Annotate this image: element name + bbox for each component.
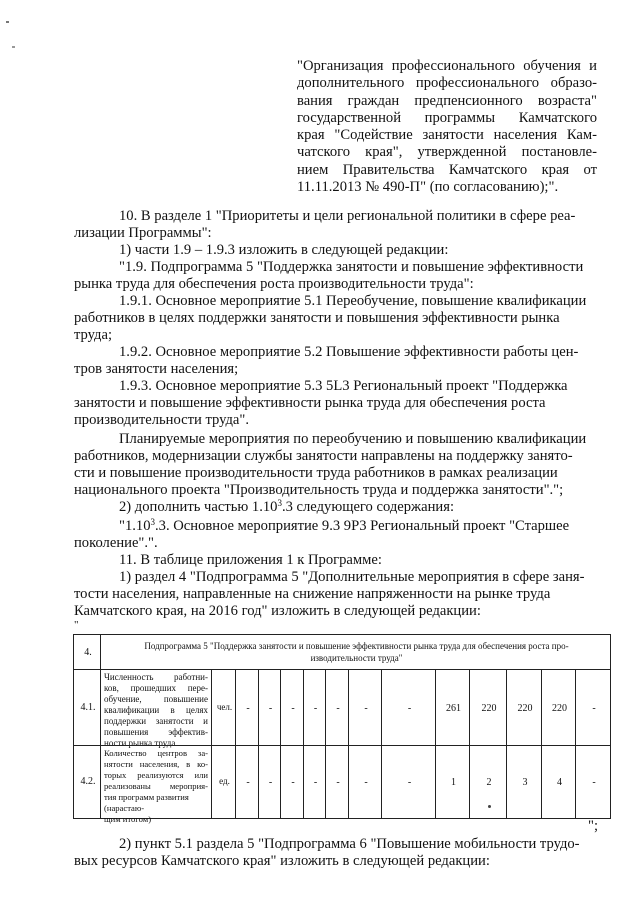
- row-name-line: ков, прошедших пере-: [104, 683, 208, 693]
- table-header-title: Подпрограмма 5 "Поддержка занятости и повышение эффективности рынка труда для обеспечения роста про-: [144, 641, 569, 651]
- table-value: -: [364, 777, 368, 788]
- table-value-cell: [506, 669, 542, 746]
- row-name-line: ности рынка труда: [104, 738, 176, 748]
- clause-1-9-2-line: тров занятости населения;: [74, 361, 239, 377]
- clause-1-9-3-line: производительности труда".: [74, 412, 250, 428]
- table-value-cell: [303, 745, 326, 819]
- table-value: 220: [552, 702, 567, 714]
- scan-mark: [6, 21, 9, 23]
- indicators-table: [73, 634, 611, 824]
- planned-measures-line: работников, модернизации службы занятости направлены на поддержку занято-: [74, 448, 573, 464]
- approval-note: [297, 58, 597, 196]
- row-name-line: Количество центров за-: [104, 748, 208, 758]
- approval-note-line: края "Содействие занятости населения Кам-: [297, 127, 597, 144]
- table-value-cell: [541, 745, 576, 819]
- table-value-cell: [541, 669, 576, 746]
- table-value-cell: [258, 745, 281, 819]
- scan-mark: [12, 46, 15, 48]
- table-value: 2: [486, 777, 492, 788]
- table-value: -: [246, 702, 250, 714]
- table-value: -: [364, 702, 368, 714]
- clause-1-9-line: "1.9. Подпрограмма 5 "Поддержка занятости и повышение эффективности: [119, 259, 584, 275]
- table-value-cell: [325, 745, 349, 819]
- table-value: -: [313, 777, 318, 788]
- approval-note-line: государственной программы Камчатского: [297, 109, 597, 126]
- table-value-cell: [435, 669, 470, 746]
- paragraph-10-line: 10. В разделе 1 "Приоритеты и цели региональной политики в сфере реа-: [119, 208, 576, 224]
- table-value: -: [313, 702, 318, 714]
- table-value-cell: [258, 669, 281, 746]
- table-value-cell: [280, 669, 304, 746]
- paragraph-11-item-2-line: 2) пункт 5.1 раздела 5 "Подпрограмма 6 "Повышение мобильности трудо-: [119, 836, 580, 852]
- paragraph-11-item-2-line: вых ресурсов Камчатского края" изложить в следующей редакции:: [74, 853, 490, 869]
- table-value-cell: [469, 669, 507, 746]
- table-value-cell: [348, 745, 382, 819]
- table-row-num: 4.2.: [80, 776, 96, 787]
- table-value: -: [336, 777, 340, 788]
- approval-note-line: 11.11.2013 № 490-П" (по согласованию);".: [297, 179, 559, 196]
- table-value-cell: [435, 745, 470, 819]
- table-value-cell: [303, 669, 326, 746]
- row-name-line: щим итогом): [104, 814, 152, 824]
- table-row-unit-cell: [211, 669, 236, 746]
- close-quote: ";: [588, 818, 599, 834]
- row-name-line: Численность работни-: [104, 672, 208, 682]
- approval-note-line: вания граждан предпенсионного возраста": [297, 92, 597, 109]
- row-name-line: квалификации в целях: [104, 705, 208, 715]
- clause-1-10-line: поколение".".: [74, 535, 158, 551]
- table-value: 4: [557, 777, 562, 788]
- table-value-cell: [381, 669, 436, 746]
- row-name-line: поддержки занятости и: [104, 716, 208, 726]
- clause-1-9-1-line: труда;: [74, 327, 112, 343]
- table-header-title-cell: [100, 634, 611, 670]
- clause-1-10-text: "1.10: [119, 518, 151, 534]
- paragraph-10-item-2: [119, 499, 454, 516]
- table-value: 1: [451, 777, 456, 788]
- table-value: -: [336, 702, 340, 714]
- paragraph-10-line: лизации Программы":: [74, 225, 212, 241]
- table-value: 261: [446, 702, 461, 714]
- clause-1-9-3-line: занятости и повышение эффективности рынка труда для обеспечения роста: [74, 395, 546, 411]
- table-value: -: [592, 702, 596, 714]
- table-value: -: [246, 777, 250, 788]
- approval-note-line: "Организация профессионального обучения и: [297, 58, 597, 74]
- paragraph-11-item-1-line: тости населения, направленные на снижение напряженности на рынке труда: [74, 586, 551, 602]
- table-row-name-cell: [100, 745, 212, 824]
- table-row-name: [104, 672, 208, 749]
- clause-1-9-3-line: 1.9.3. Основное мероприятие 5.3 5L3 Региональный проект "Поддержка: [119, 378, 568, 394]
- clause-1-10-text: .3. Основное мероприятие 9.3 9Р3 Региональный проект "Старшее: [155, 518, 570, 534]
- planned-measures-line: Планируемые мероприятия по переобучению и повышению квалификации: [119, 431, 587, 447]
- table-row-unit: чел.: [216, 702, 233, 712]
- table-row-name-cell: [100, 669, 212, 746]
- paragraph-11-item-1-line: 1) раздел 4 "Подпрограмма 5 "Дополнительные мероприятия в сфере заня-: [119, 569, 585, 585]
- clause-1-9-1-line: работников в целях поддержки занятости и повышения эффективности рынка: [74, 310, 560, 326]
- table-value-cell: [575, 669, 611, 746]
- approval-note-line: нием Правительства Камчатского края от: [297, 161, 597, 178]
- planned-measures-line: сти и повышение производительности труда работников в рамках реализации: [74, 465, 558, 481]
- table-value: 220: [517, 702, 533, 714]
- row-name-line: обучение, повышение: [104, 694, 208, 704]
- table-row-name: [104, 748, 208, 825]
- row-name-line: нятости населения, в ко-: [104, 759, 208, 769]
- row-name-line: торых реализуются или: [104, 770, 208, 780]
- table-value: -: [407, 702, 412, 714]
- row-name-line: тия программ развития (нарастаю-: [104, 792, 189, 813]
- paragraph-11-item-1-line: Камчатского края, на 2016 год" изложить в следующей редакции:: [74, 603, 481, 619]
- clause-1-9-line: рынка труда для обеспечения роста производительности труда":: [74, 276, 474, 292]
- item-2-text: 2) дополнить частью 1.10: [119, 499, 278, 515]
- table-value-cell: [575, 745, 611, 819]
- table-row-num-cell: [73, 669, 101, 746]
- table-header-title: изводительности труда": [310, 653, 403, 663]
- table-value: -: [268, 777, 273, 788]
- table-value-cell: [506, 745, 542, 819]
- superscript: 3: [277, 498, 282, 508]
- table-value-cell: [381, 745, 436, 819]
- table-value: 3: [522, 777, 528, 788]
- table-value: -: [291, 702, 295, 714]
- scan-mark: [488, 805, 491, 808]
- table-value: -: [407, 777, 412, 788]
- table-row-num-cell: [73, 745, 101, 819]
- row-name-line: повышения эффектив-: [104, 727, 208, 737]
- clause-1-9-2-line: 1.9.2. Основное мероприятие 5.2 Повышение эффективности работы цен-: [119, 344, 579, 360]
- table-value: -: [291, 777, 295, 788]
- table-header-num: 4.: [84, 647, 92, 658]
- approval-note-line: чатского края", утвержденной постановле-: [297, 144, 597, 161]
- clause-1-9-1-line: 1.9.1. Основное мероприятие 5.1 Переобучение, повышение квалификации: [119, 293, 587, 309]
- approval-note-line: дополнительного профессионального образо-: [297, 75, 597, 92]
- paragraph-11: 11. В таблице приложения 1 к Программе:: [119, 552, 382, 568]
- table-value-cell: [235, 669, 259, 746]
- table-value: -: [268, 702, 273, 714]
- open-quote: ": [74, 619, 79, 631]
- paragraph-10-item-1: 1) части 1.9 – 1.9.3 изложить в следующей редакции:: [119, 242, 449, 258]
- table-value-cell: [235, 745, 259, 819]
- table-row-unit: ед.: [219, 776, 230, 786]
- table-value-cell: [325, 669, 349, 746]
- table-value-cell: [348, 669, 382, 746]
- clause-1-10-line: [119, 518, 569, 535]
- superscript: 3: [150, 517, 155, 527]
- row-name-line: реализованы мероприя-: [104, 781, 208, 791]
- item-2-text: .3 следующего содержания:: [281, 499, 454, 515]
- table-row-num: 4.1.: [80, 702, 96, 713]
- table-header-num-cell: [73, 634, 101, 670]
- table-value: 220: [481, 702, 497, 714]
- table-row-unit-cell: [211, 745, 236, 819]
- table-value: -: [592, 777, 596, 788]
- planned-measures-line: национального проекта "Производительность труда и поддержка занятости".";: [74, 482, 564, 498]
- table-value-cell: [280, 745, 304, 819]
